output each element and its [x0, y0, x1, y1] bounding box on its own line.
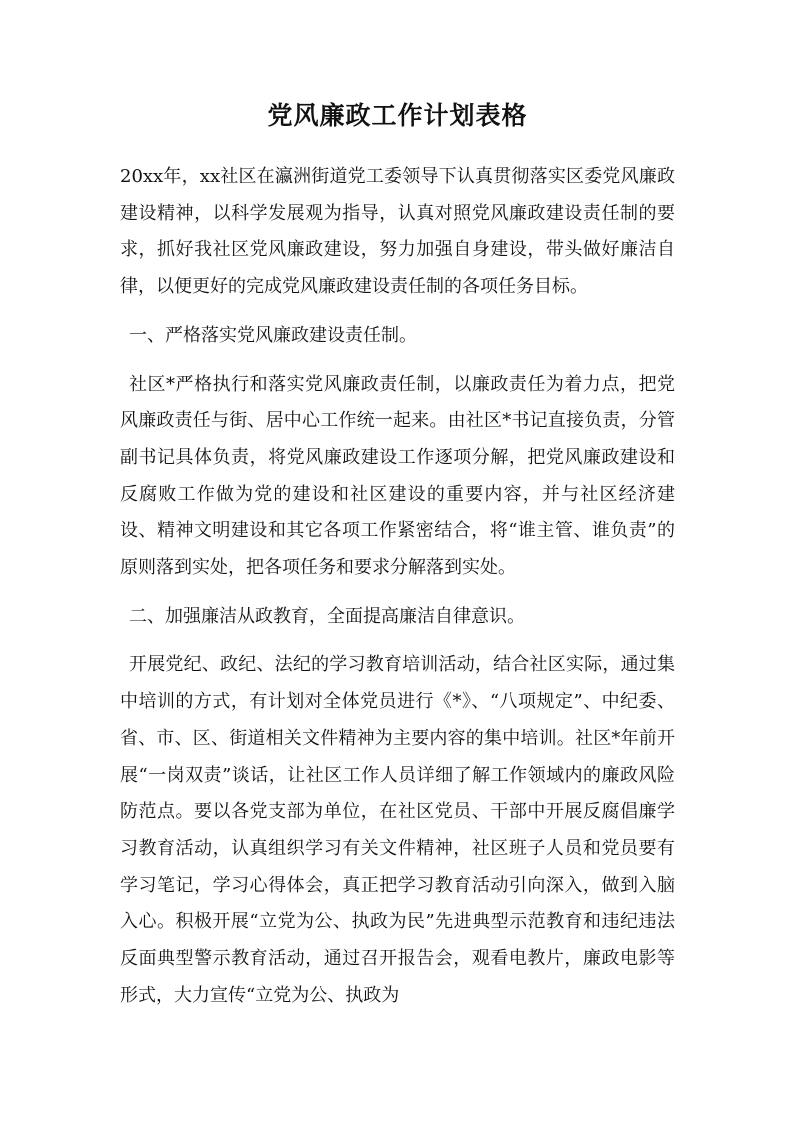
- document-title: 党风廉政工作计划表格: [267, 101, 528, 130]
- paragraph-intro: 20xx年，xx社区在瀛洲街道党工委领导下认真贯彻落实区委党风廉政建设精神，以科学发展观为指导，认真对照党风廉政建设责任制的要求，抓好我社区党风廉政建设，努力加强自身建设，带头做好廉洁自律，以便更好的完成党风廉政建设责任制的各项任务目标。: [120, 166, 675, 298]
- section-heading-2: 二、加强廉洁从政教育，全面提高廉洁自律意识。: [129, 605, 525, 627]
- document-body: [120, 159, 675, 1026]
- section-heading-1: 一、严格落实党风廉政建设责任制。: [129, 324, 417, 346]
- paragraph-section-1: 社区*严格执行和落实党风廉政责任制，以廉政责任为着力点，把党风廉政责任与街、居中心工作统一起来。由社区*书记直接负责，分管副书记具体负责，将党风廉政建设工作逐项分解，把党风廉政建设和反腐败工作做为党的建设和社区建设的重要内容，并与社区经济建设、精神文明建设和其它各项工作紧密结合，将“谁主管、谁负责”的原则落到实处，把各项任务和要求分解落到实处。: [120, 373, 675, 579]
- paragraph-section-2: 开展党纪、政纪、法纪的学习教育培训活动，结合社区实际，通过集中培训的方式，有计划对全体党员进行《*》、“八项规定”、中纪委、省、市、区、街道相关文件精神为主要内容的集中培训。社区*年前开展“一岗双责”谈话，让社区工作人员详细了解工作领域内的廉政风险防范点。要以各党支部为单位，在社区党员、干部中开展反腐倡廉学习教育活动，认真组织学习有关文件精神，社区班子人员和党员要有学习笔记，学习心得体会，真正把学习教育活动引向深入，做到入脑入心。积极开展“立党为公、执政为民”先进典型示范教育和违纪违法反面典型警示教育活动，通过召开报告会，观看电教片，廉政电影等形式，大力宣传“立党为公、执政为: [120, 654, 675, 1006]
